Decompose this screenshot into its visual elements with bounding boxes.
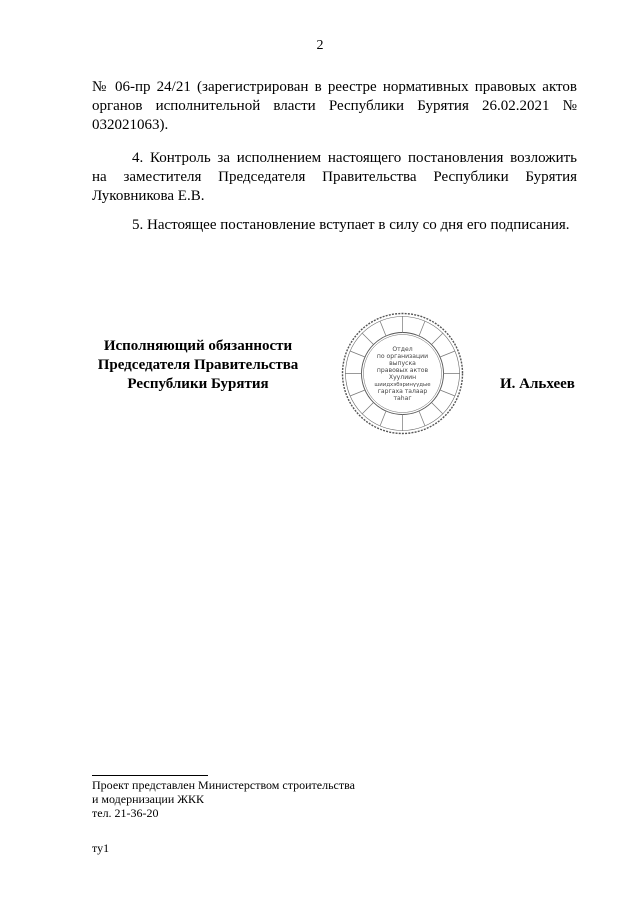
seal-inner-line: по организации xyxy=(376,353,429,360)
footnote-line: Проект представлен Министерством строительства xyxy=(92,778,355,792)
official-seal xyxy=(340,311,465,436)
seal-inner-line: Отдел xyxy=(392,346,413,353)
seal-inner-line: таһаг xyxy=(393,395,412,402)
paragraph-4-control: 4. Контроль за исполнением настоящего постановления возложить на заместителя Председателя Правительства Республики Бурятия Луковникова Е.В. xyxy=(92,150,577,204)
paragraph-registration: № 06-пр 24/21 (зарегистрирован в реестре нормативных правовых актов органов исполнительной власти Республики Бурятия 26.02.2021 № 032021063). xyxy=(92,79,577,133)
seal-inner-line: выпуска xyxy=(389,360,416,367)
seal-inner-line: Хуулиин xyxy=(388,374,417,381)
seal-inner-line: шиидхэбэринүүдые xyxy=(374,382,431,388)
footnote-line: тел. 21-36-20 xyxy=(92,806,159,820)
signer-title-line: Председателя Правительства xyxy=(97,357,299,373)
seal-inner-line: правовых актов xyxy=(376,367,429,374)
signer-title-line: Республики Бурятия xyxy=(127,376,269,392)
footnote-line: и модернизации ЖКК xyxy=(92,792,205,806)
footnote xyxy=(92,778,492,820)
page-number: 2 xyxy=(316,38,324,53)
signer-name: И. Альхеев xyxy=(500,376,575,392)
operator-code: ту1 xyxy=(92,841,110,855)
paragraph-5-effective: 5. Настоящее постановление вступает в силу со дня его подписания. xyxy=(132,217,570,233)
signer-title xyxy=(82,337,314,394)
signer-title-line: Исполняющий обязанности xyxy=(103,338,293,354)
seal-inner-line: гаргаха талаар xyxy=(377,388,428,395)
footnote-divider xyxy=(92,775,208,776)
